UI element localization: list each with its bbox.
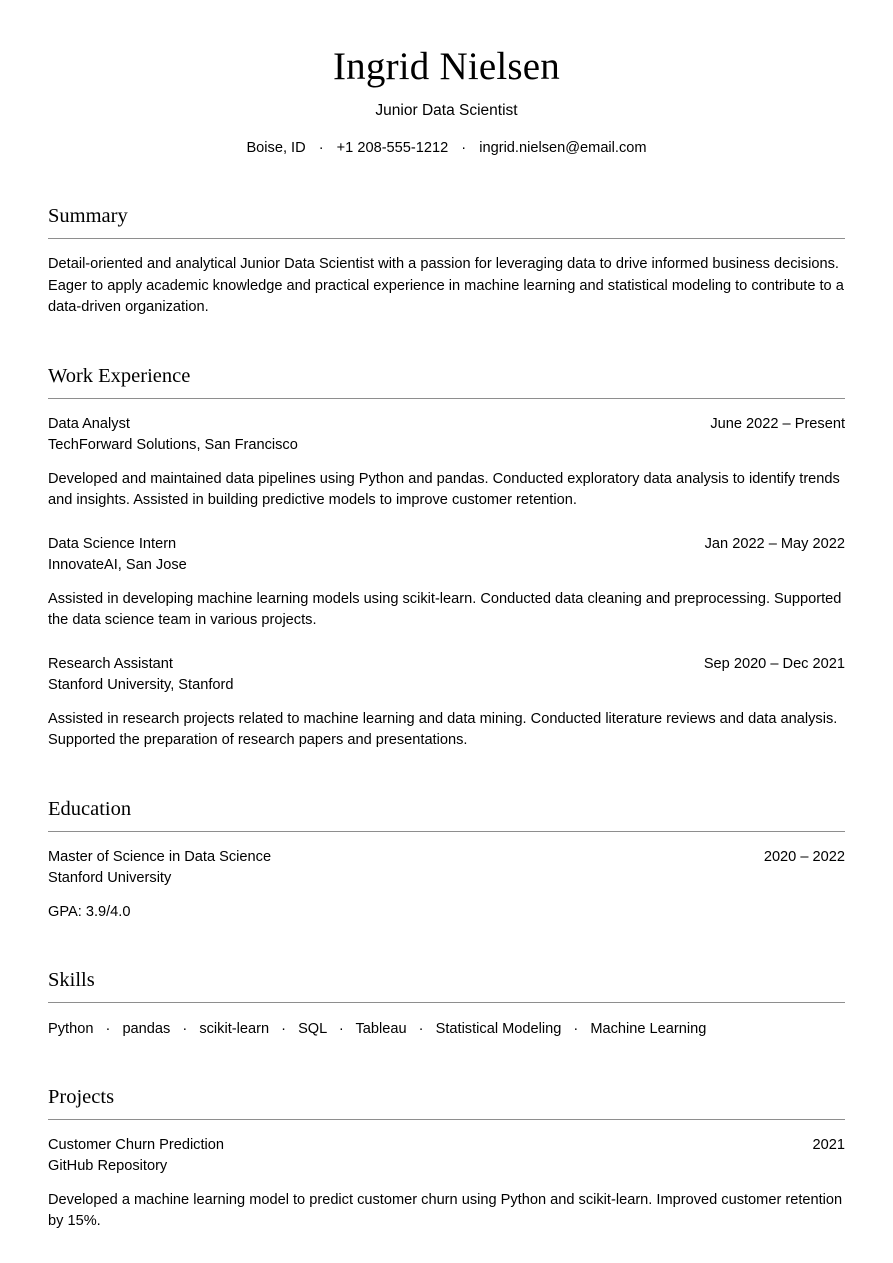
work-entry-role: Data Science Intern [48, 535, 177, 552]
skill-item: pandas [122, 1020, 171, 1037]
education-entry-header [48, 847, 845, 868]
skill-item: scikit-learn [199, 1020, 270, 1037]
work-entry [48, 414, 845, 512]
skill-separator-dot: · [573, 1020, 579, 1037]
resume-header [48, 0, 845, 159]
summary-text: Detail-oriented and analytical Junior Data Scientist with a passion for leveraging data to drive informed business decisions. Eager to apply academic knowledge and practical experience in machine learning and statistical modeling to contribute to a data-driven organization. [48, 256, 844, 315]
candidate-job-title: Junior Data Scientist [375, 102, 518, 119]
section-divider [48, 831, 845, 832]
education-entry-degree: Master of Science in Data Science [48, 848, 272, 865]
section-summary [48, 203, 845, 319]
contact-separator-dot: · [461, 140, 467, 156]
work-entry-company: InnovateAI, San Jose [48, 556, 187, 573]
project-entry-name: Customer Churn Prediction [48, 1136, 225, 1153]
section-skills [48, 967, 845, 1040]
work-entry-dates: Jan 2022 – May 2022 [704, 535, 845, 552]
skill-separator-dot: · [281, 1020, 287, 1037]
project-entry-header [48, 1135, 845, 1156]
education-entry [48, 847, 845, 923]
work-entry-description: Assisted in research projects related to machine learning and data mining. Conducted literature reviews and data analysis. Supported the preparation of research papers and presentations. [48, 710, 838, 748]
project-entry-link[interactable]: GitHub Repository [48, 1157, 168, 1174]
section-divider [48, 1119, 845, 1120]
work-entry [48, 534, 845, 632]
skill-item: Statistical Modeling [435, 1020, 562, 1037]
section-title-skills: Skills [48, 968, 95, 991]
work-entry-description: Developed and maintained data pipelines using Python and pandas. Conducted exploratory data analysis to identify trends and insights. Assisted in building predictive models to improve customer retention. [48, 470, 840, 508]
work-entry-description: Assisted in developing machine learning models using scikit-learn. Conducted data cleaning and preprocessing. Supported the data science team in various projects. [48, 590, 842, 628]
work-entry-dates: Sep 2020 – Dec 2021 [703, 655, 845, 672]
work-entry [48, 654, 845, 752]
work-entry-dates: June 2022 – Present [710, 415, 845, 432]
section-title-projects: Projects [48, 1085, 115, 1108]
section-title-summary: Summary [48, 205, 128, 227]
contact-line [48, 138, 845, 159]
contact-phone: +1 208-555-1212 [336, 140, 449, 156]
education-entry-institution: Stanford University [48, 869, 172, 886]
skill-item: Machine Learning [590, 1020, 707, 1037]
project-entry-dates: 2021 [812, 1136, 845, 1153]
work-entry-role: Research Assistant [48, 655, 173, 672]
work-entry-company: Stanford University, Stanford [48, 676, 234, 693]
work-entry-company: TechForward Solutions, San Francisco [48, 436, 298, 453]
education-entry-gpa: GPA: 3.9/4.0 [48, 903, 131, 920]
contact-email: ingrid.nielsen@email.com [479, 140, 647, 156]
skill-separator-dot: · [182, 1020, 188, 1037]
section-work-experience [48, 363, 845, 752]
skill-separator-dot: · [105, 1020, 111, 1037]
section-projects [48, 1084, 845, 1233]
section-divider [48, 1002, 845, 1003]
skill-separator-dot: · [418, 1020, 424, 1037]
work-entry-role: Data Analyst [48, 415, 130, 432]
section-title-education: Education [48, 797, 132, 820]
skill-item: Tableau [355, 1020, 407, 1037]
section-title-work-experience: Work Experience [48, 364, 191, 387]
project-entry [48, 1135, 845, 1233]
skill-item: SQL [298, 1020, 327, 1037]
work-entry-header [48, 534, 845, 555]
section-divider [48, 238, 845, 239]
work-entry-header [48, 414, 845, 435]
project-entry-description: Developed a machine learning model to predict customer churn using Python and scikit-learn. Improved customer retention by 15%. [48, 1191, 843, 1229]
section-divider [48, 398, 845, 399]
contact-separator-dot: · [318, 140, 324, 156]
education-entry-dates: 2020 – 2022 [763, 848, 845, 865]
skills-list [48, 1018, 845, 1040]
contact-location: Boise, ID [246, 140, 306, 156]
work-entry-header [48, 654, 845, 675]
skill-item: Python [48, 1020, 94, 1037]
section-education [48, 796, 845, 923]
skill-separator-dot: · [338, 1020, 344, 1037]
candidate-name: Ingrid Nielsen [333, 45, 560, 88]
